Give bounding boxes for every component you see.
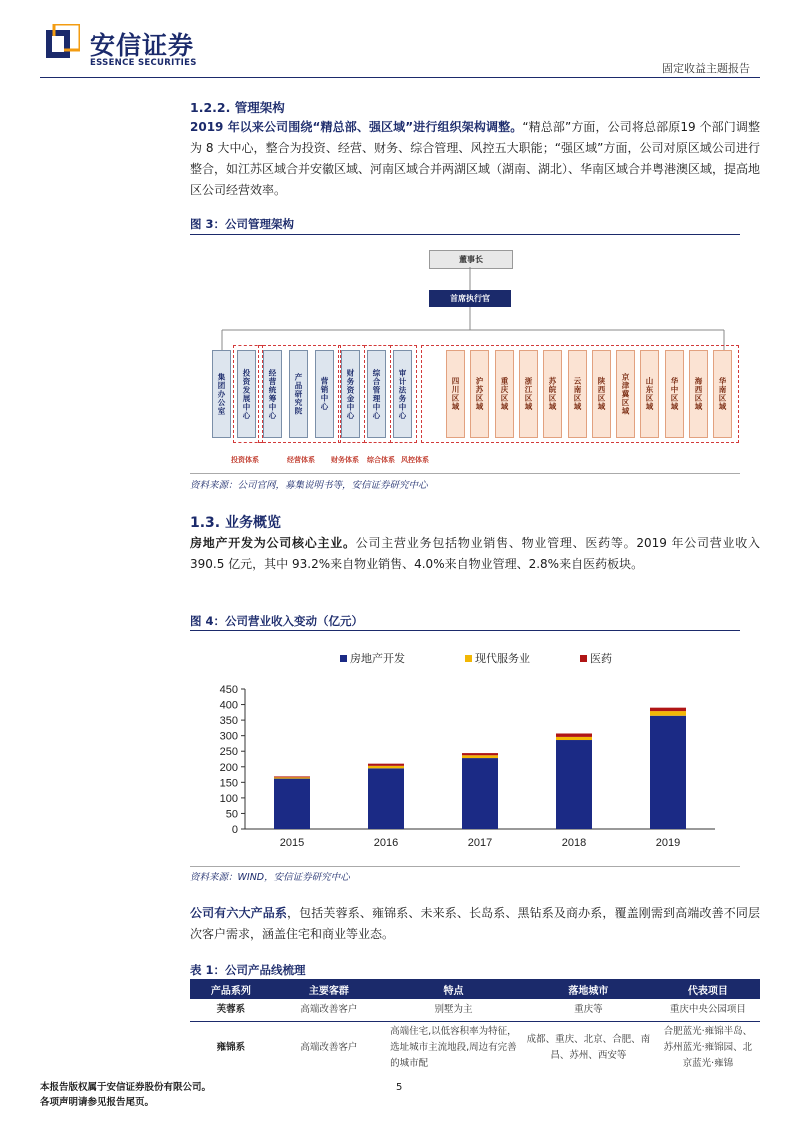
org-region-unit: 苏皖区域	[543, 350, 562, 438]
business-para-body: 公司主营业务包括物业销售、物业管理、医药等。2019 年公司营业收入 390.5 亿元，其中 93.2%来自物业销售、4.0%来自物业管理、2.8%来自医药板块。	[190, 536, 760, 571]
products-paragraph	[190, 903, 760, 945]
th-features: 特点	[386, 979, 521, 999]
y-tick-label: 0	[231, 824, 238, 836]
product-table	[190, 979, 760, 1074]
y-tick-label: 300	[219, 730, 238, 743]
org-region-unit: 华中区域	[665, 350, 684, 438]
section-title-mgmt: 1.2.2. 管理架构	[190, 100, 285, 115]
bar-医药	[368, 764, 404, 766]
legend-swatch	[465, 655, 472, 662]
cell-projects: 合肥蓝光·雍锦半岛、苏州蓝光·雍锦园、北京蓝光·雍锦	[663, 1026, 753, 1069]
report-type: 固定收益主题报告	[662, 62, 750, 75]
bar-医药	[650, 708, 686, 711]
org-hq-unit: 投资发展中心	[237, 350, 256, 438]
logo-english: ESSENCE SECURITIES	[90, 58, 197, 68]
cell-customers: 高端改善客户	[300, 1042, 358, 1053]
cell-cities: 成都、重庆、北京、合肥、南昌、苏州、西安等	[526, 1034, 651, 1061]
fig4-caption-rule	[190, 630, 740, 631]
page-number: 5	[396, 1082, 403, 1093]
group-frame-regions	[421, 345, 739, 443]
group-frame-operate	[258, 345, 341, 443]
section-title-business: 1.3. 业务概览	[190, 515, 281, 531]
org-region-unit: 浙江区域	[519, 350, 538, 438]
fig3-bottom-rule	[190, 473, 740, 474]
products-para-lead: 公司有六大产品系	[190, 906, 288, 920]
th-projects: 代表项目	[656, 979, 760, 999]
mgmt-para-lead: 2019 年以来公司围绕“精总部、强区域”进行组织架构调整。	[190, 120, 523, 134]
group-frame-risk	[390, 345, 417, 443]
y-tick-label: 400	[219, 699, 238, 712]
group-label-risk: 风控体系	[401, 456, 429, 464]
org-region-unit: 沪苏区域	[470, 350, 489, 438]
x-tick-label: 2015	[279, 837, 305, 849]
bar-医药	[274, 776, 310, 777]
org-hq-unit: 产品研究院	[289, 350, 308, 438]
group-label-invest: 投资体系	[231, 456, 259, 464]
table-row	[190, 999, 760, 1022]
group-frame-finance	[338, 345, 365, 443]
org-hq-unit: 审计法务中心	[393, 350, 412, 438]
fig4-bottom-rule	[190, 866, 740, 867]
products-para-body: ，包括芙蓉系、雍锦系、未来系、长岛系、黑钻系及商办系，覆盖刚需到高端改善不同层次客户需求，涵盖住宅和商业等业态。	[190, 906, 760, 941]
y-tick-label: 100	[219, 792, 238, 805]
org-ceo: 首席执行官	[429, 290, 511, 307]
y-tick-label: 150	[219, 777, 238, 790]
group-label-admin: 综合体系	[367, 456, 395, 464]
th-cities: 落地城市	[521, 979, 656, 999]
bar-现代服务业	[368, 766, 404, 768]
y-tick-label: 50	[225, 808, 238, 821]
bar-现代服务业	[462, 755, 498, 758]
x-tick-label: 2018	[561, 837, 587, 849]
th-series: 产品系列	[190, 979, 272, 999]
cell-features: 别墅为主	[386, 999, 521, 1022]
org-hq-unit: 营销中心	[315, 350, 334, 438]
fig3-caption: 图 3：公司管理架构	[190, 217, 295, 231]
y-tick-label: 350	[219, 715, 238, 728]
org-region-unit: 重庆区域	[495, 350, 514, 438]
org-region-unit: 陕西区域	[592, 350, 611, 438]
bar-医药	[462, 753, 498, 755]
x-tick-label: 2019	[655, 837, 681, 849]
cell-series: 芙蓉系	[190, 999, 272, 1022]
y-tick-label: 200	[219, 761, 238, 774]
org-region-unit: 京津冀区域	[616, 350, 635, 438]
logo-chinese: 安信证券	[90, 31, 195, 60]
bar-房地产开发	[462, 758, 498, 829]
footer-copyright: 本报告版权属于安信证券股份有限公司。	[40, 1082, 212, 1093]
group-label-finance: 财务体系	[331, 456, 359, 464]
org-chairman: 董事长	[429, 250, 513, 269]
group-label-operate: 经营体系	[287, 456, 315, 464]
cell-features: 高端住宅,以低容积率为特征，选址城市主流地段,周边有完善的城市配	[390, 1026, 517, 1069]
org-region-unit: 华南区域	[713, 350, 732, 438]
bar-房地产开发	[368, 768, 404, 829]
bar-房地产开发	[556, 740, 592, 829]
legend-swatch	[340, 655, 347, 662]
legend-label: 房地产开发	[350, 652, 405, 665]
th-customers: 主要客群	[272, 979, 386, 999]
cell-series: 雍锦系	[216, 1042, 246, 1053]
bar-房地产开发	[650, 716, 686, 829]
bar-医药	[556, 733, 592, 736]
bar-现代服务业	[556, 737, 592, 740]
cell-projects: 重庆中央公园项目	[656, 999, 760, 1022]
fig4-caption: 图 4：公司营业收入变动（亿元）	[190, 614, 364, 628]
business-paragraph	[190, 533, 760, 575]
group-frame-admin	[364, 345, 391, 443]
org-region-unit: 海西区域	[689, 350, 708, 438]
org-hq-unit: 综合管理中心	[367, 350, 386, 438]
org-hq-unit: 集团办公室	[212, 350, 231, 438]
bar-房地产开发	[274, 779, 310, 829]
fig3-source: 资料来源：公司官网，募集说明书等，安信证券研究中心	[190, 480, 428, 491]
cell-customers: 高端改善客户	[272, 999, 386, 1022]
org-region-unit: 山东区域	[640, 350, 659, 438]
x-tick-label: 2016	[373, 837, 399, 849]
x-tick-label: 2017	[467, 837, 493, 849]
legend-label: 医药	[590, 652, 612, 665]
bar-现代服务业	[650, 711, 686, 716]
org-region-unit: 云南区域	[568, 350, 587, 438]
legend-swatch	[580, 655, 587, 662]
org-region-unit: 四川区域	[446, 350, 465, 438]
revenue-chart	[190, 640, 740, 862]
org-hq-unit: 经营统筹中心	[263, 350, 282, 438]
cell-cities: 重庆等	[521, 999, 656, 1022]
legend-label: 现代服务业	[475, 652, 530, 665]
table1-caption: 表 1：公司产品线梳理	[190, 963, 306, 977]
bar-现代服务业	[274, 777, 310, 778]
fig4-source: 资料来源：WIND，安信证券研究中心	[190, 872, 350, 883]
business-para-lead: 房地产开发为公司核心主业。	[190, 536, 356, 550]
footer-disclaimer: 各项声明请参见报告尾页。	[40, 1097, 155, 1108]
y-tick-label: 250	[219, 746, 238, 759]
table-row	[190, 1022, 760, 1075]
mgmt-para-body: “精总部”方面，公司将总部原19 个部门调整为 8 大中心，整合为投资、经营、财务、综合管理、风控五大职能；“强区域”方面，公司对原区域公司进行整合，如江苏区域合并安徽区域、河南区域合并两湖区域（湖南、湖北）、华南区域合并粤港澳区域，提高地区公司经营效率。	[190, 120, 761, 197]
org-hq-unit: 财务资金中心	[341, 350, 360, 438]
y-tick-label: 450	[219, 684, 238, 696]
